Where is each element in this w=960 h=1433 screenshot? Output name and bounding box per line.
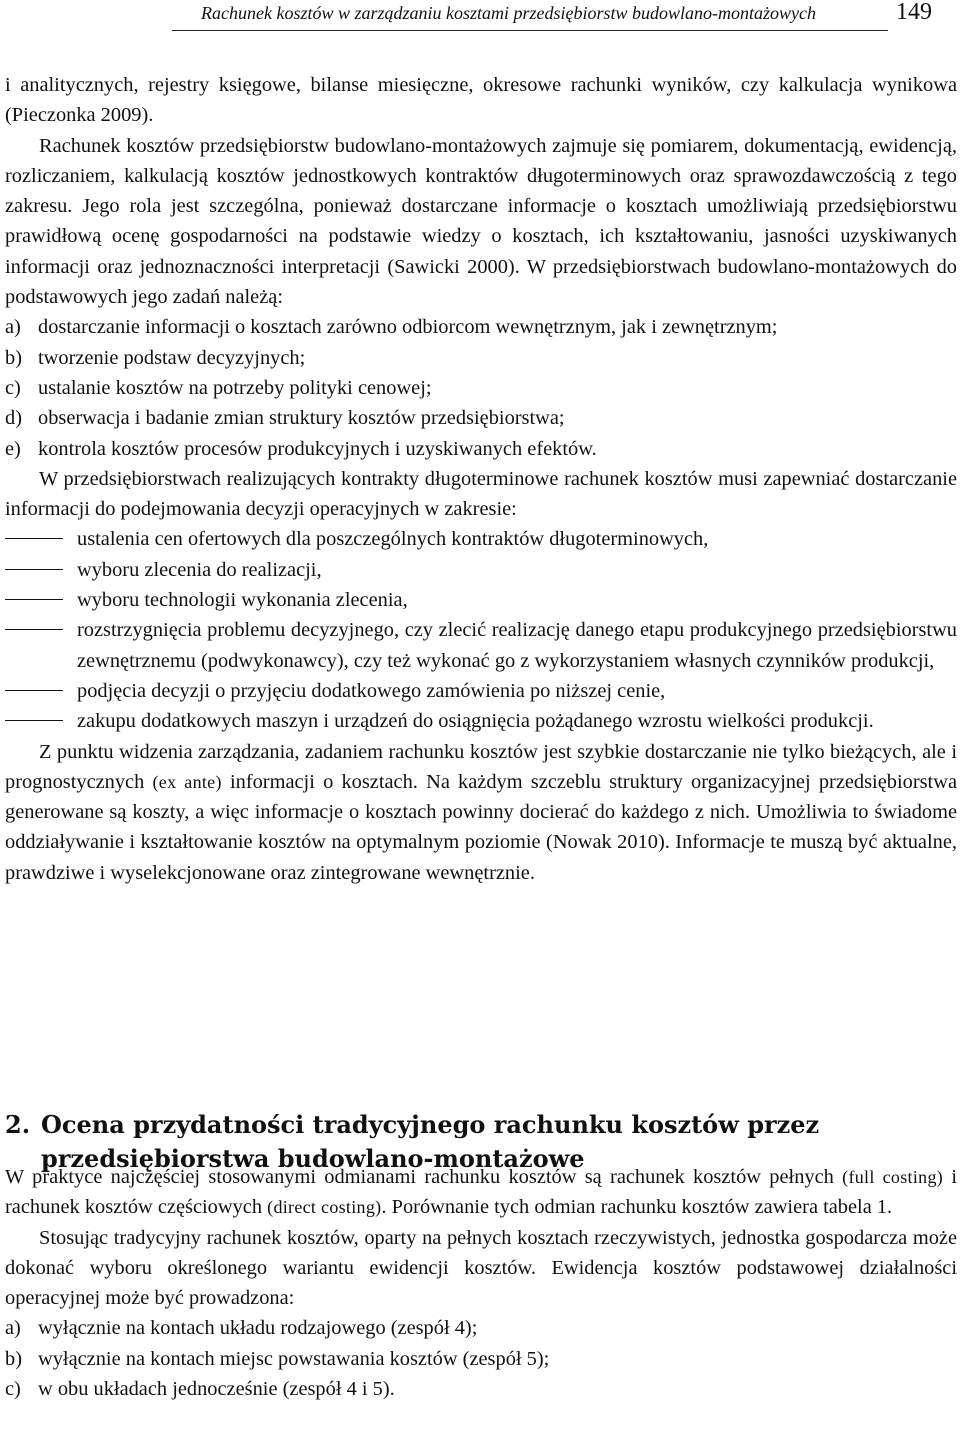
list-item-text: wyłącznie na kontach miejsc powstawania kosztów (zespół 5); <box>38 1347 550 1370</box>
paragraph-management-view <box>5 737 957 888</box>
list-item <box>5 373 957 403</box>
list-item <box>5 524 957 554</box>
running-header <box>0 0 886 30</box>
list-item-text: w obu układach jednocześnie (zespół 4 i 5). <box>38 1378 395 1401</box>
text-run: . Porównanie tych odmian rachunku kosztów zawiera tabela 1. <box>381 1196 893 1219</box>
text-run: informacji o kosztach. Na każdym szczeblu struktury organizacyjnej przedsiębiorstwa generowane są koszty, a więc informacje o kosztach powinny docierać do każdego z nich. Umożliwia to świadome oddziaływanie i kształtowanie kosztów na optymalnym poziomie (Nowak 2010). Informacje te muszą być aktualne, prawdziwe i wyselekcjonowane oraz zintegrowane wewnętrznie. <box>5 770 957 884</box>
header-rule <box>172 30 888 31</box>
options-list <box>5 1313 957 1404</box>
text-run: W praktyce najczęściej stosowanymi odmianami rachunku kosztów są rachunek kosztów pełnych <box>5 1166 843 1188</box>
section-number: 2. <box>5 1109 31 1139</box>
paragraph-long-term-contracts: W przedsiębiorstwach realizujących kontrakty długoterminowe rachunek kosztów musi zapewniać dostarczanie informacji do podejmowania decyzji operacyjnych w zakresie: <box>5 467 957 521</box>
list-item-text: podjęcia decyzji o przyjęciu dodatkowego zamówienia po niższej cenie, <box>77 679 666 702</box>
list-marker: d) <box>5 407 22 430</box>
list-item <box>5 1374 957 1404</box>
text-run: Z punktu widzenia zarządzania, zadaniem rachunku kosztów jest szybkie dostarczanie nie tylko bieżących, ale i prognostycznych <box>5 740 957 793</box>
list-item <box>5 615 957 676</box>
list-marker: a) <box>5 1317 21 1340</box>
body-text-top <box>5 70 957 888</box>
list-marker: c) <box>5 1378 21 1401</box>
list-item-text: wyłącznie na kontach układu rodzajowego (zespół 4); <box>38 1317 478 1340</box>
paragraph-continuation: i analitycznych, rejestry księgowe, bilanse miesięczne, okresowe rachunki wyników, czy kalkulacja wynikowa (Pieczonka 2009). <box>5 74 957 127</box>
paragraph-cost-variants <box>5 1162 957 1223</box>
list-item <box>5 706 957 736</box>
english-term: (direct costing) <box>267 1197 382 1218</box>
list-item-text: ustalanie kosztów na potrzeby polityki cenowej; <box>38 376 432 399</box>
dash-bullet <box>5 538 63 539</box>
list-item-text: rozstrzygnięcia problemu decyzyjnego, czy zlecić realizację danego etapu produkcyjnego przedsiębiorstwu zewnętrznemu (podwykonawcy), czy też wykonać go z wykorzystaniem własnych czynników produkcji, <box>77 619 957 672</box>
section-title: Ocena przydatności tradycyjnego rachunku kosztów przez przedsiębiorstwa budowlano-montażowe <box>41 1109 820 1173</box>
list-item <box>5 1344 957 1374</box>
dash-bullet <box>5 629 63 630</box>
dash-bullet <box>5 690 63 691</box>
list-item-text: tworzenie podstaw decyzyjnych; <box>38 346 306 369</box>
list-item <box>5 403 957 433</box>
list-item <box>5 555 957 585</box>
list-marker: c) <box>5 376 21 399</box>
list-item-text: wyboru zlecenia do realizacji, <box>77 558 322 581</box>
list-item <box>5 676 957 706</box>
list-item <box>5 434 957 464</box>
list-marker: b) <box>5 346 22 369</box>
dash-bullet <box>5 720 63 721</box>
list-item <box>5 343 957 373</box>
decisions-list <box>5 524 957 736</box>
text-run: i rachunek kosztów częściowych <box>5 1166 958 1219</box>
list-item <box>5 1313 957 1343</box>
body-text-section-2 <box>5 1162 957 1404</box>
list-item-text: kontrola kosztów procesów produkcyjnych i uzyskiwanych efektów. <box>38 437 597 460</box>
list-item <box>5 585 957 615</box>
list-item-text: dostarczanie informacji o kosztach zarówno odbiorcom wewnętrznym, jak i zewnętrznym; <box>38 316 778 339</box>
paragraph-traditional-costing: Stosując tradycyjny rachunek kosztów, oparty na pełnych kosztach rzeczywistych, jednostka gospodarcza może dokonać wyboru określonego wariantu ewidencji kosztów. Ewidencja kosztów podstawowej działalności operacyjnej może być prowadzona: <box>5 1226 957 1310</box>
list-marker: b) <box>5 1347 22 1370</box>
english-term: (full costing) <box>842 1167 944 1187</box>
page-number: 149 <box>896 0 932 25</box>
tasks-list <box>5 312 957 463</box>
paragraph-cost-accounting-role: Rachunek kosztów przedsiębiorstw budowlano-montażowych zajmuje się pomiarem, dokumentacją, ewidencją, rozliczaniem, kalkulacją kosztów jednostkowych kontraktów długoterminowych oraz sprawozdawczością z tego zakresu. Jego rola jest szczególna, ponieważ dostarczane informacje o kosztach umożliwiają przedsiębiorstwu prawidłową ocenę gospodarności na podstawie wiedzy o kosztach, ich kształtowaniu, jasności uzyskiwanych informacji oraz jednoznaczności interpretacji (Sawicki 2000). W przedsiębiorstwach budowlano-montażowych do podstawowych jego zadań należą: <box>5 134 957 309</box>
list-item-text: zakupu dodatkowych maszyn i urządzeń do osiągnięcia pożądanego wzrostu wielkości produkcji. <box>77 710 874 733</box>
dash-bullet <box>5 569 63 570</box>
running-title: Rachunek kosztów w zarządzaniu kosztami przedsiębiorstw budowlano-montażowych <box>201 3 816 23</box>
list-item-text: obserwacja i badanie zmian struktury kosztów przedsiębiorstwa; <box>38 407 565 430</box>
list-item <box>5 312 957 342</box>
list-marker: e) <box>5 437 21 460</box>
list-item-text: wyboru technologii wykonania zlecenia, <box>77 589 408 612</box>
dash-bullet <box>5 599 63 600</box>
list-item-text: ustalenia cen ofertowych dla poszczególnych kontraktów długoterminowych, <box>77 528 709 551</box>
list-marker: a) <box>5 316 21 339</box>
latin-term: (ex ante) <box>152 771 222 792</box>
